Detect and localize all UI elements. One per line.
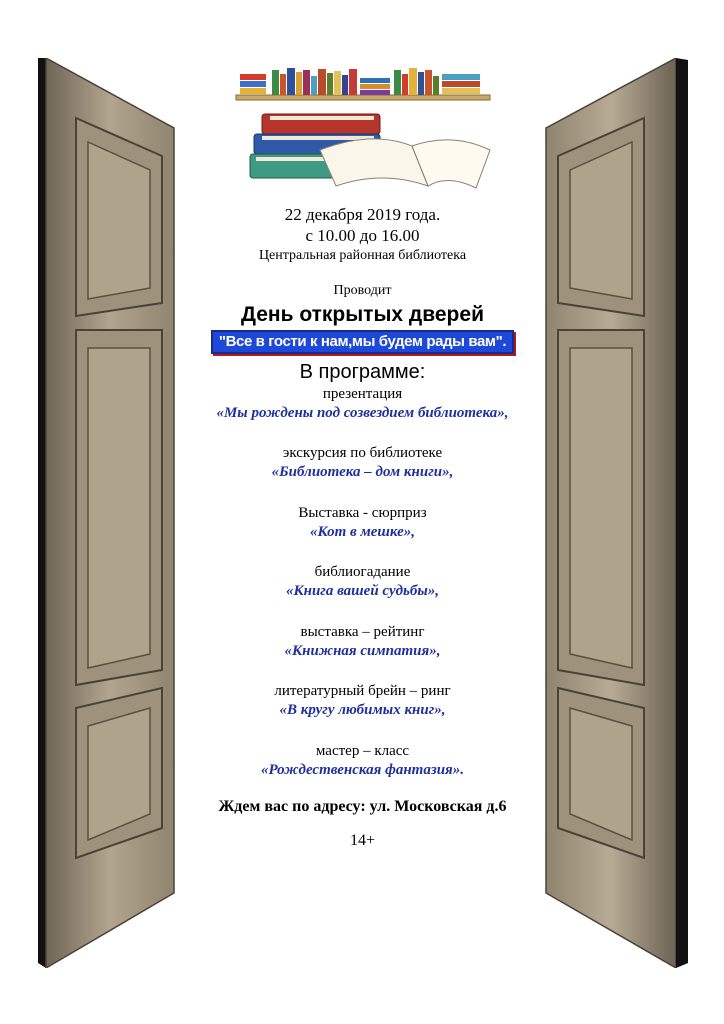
program-item [165,563,560,601]
program-item-type: Выставка - сюрприз [298,504,427,521]
program-item-name: «Книжная симпатия», [284,642,441,659]
program-item [165,444,560,482]
program-item-name: «Кот в мешке», [310,523,415,540]
program-item [165,682,560,720]
program-item-name: «Библиотека – дом книги», [271,464,454,480]
event-venue: Центральная районная библиотека [258,247,467,263]
slogan-text: "Все в гости к нам,мы будем рады вам". [218,332,507,350]
program-item [165,504,560,542]
age-rating: 14+ [349,832,376,850]
program-item-name: «Мы рождены под созвездием библиотека», [216,404,509,421]
lead-text: Проводит [333,283,392,298]
program-heading: В программе: [299,360,426,383]
program-item-type: литературный брейн – ринг [274,683,451,700]
address-line: Ждем вас по адресу: ул. Московская д.6 [218,798,507,816]
program-item-type: библиогадание [314,564,411,581]
book-stack-illustration [250,114,490,188]
slogan-banner [211,330,514,354]
program-item-name: «Книга вашей судьбы», [285,583,440,599]
program-item [165,385,560,423]
right-door-illustration [544,58,694,968]
program-item [165,742,560,780]
poster-content [165,60,560,851]
program-item-type: выставка – рейтинг [300,623,425,640]
left-door-illustration [36,58,176,968]
event-date: 22 декабря 2019 года. [284,205,441,224]
program-item [165,623,560,661]
event-time: с 10.00 до 16.00 [305,226,420,246]
program-item-type: презентация [322,385,403,402]
program-item-name: «Рождественская фантазия». [260,761,465,778]
event-title: День открытых дверей [241,302,484,326]
books-illustration [232,60,494,190]
bookshelf-illustration [240,68,480,95]
program-item-type: мастер – класс [315,742,410,759]
program-item-name: «В кругу любимых книг», [279,702,446,718]
program-item-type: экскурсия по библиотеке [282,445,443,462]
